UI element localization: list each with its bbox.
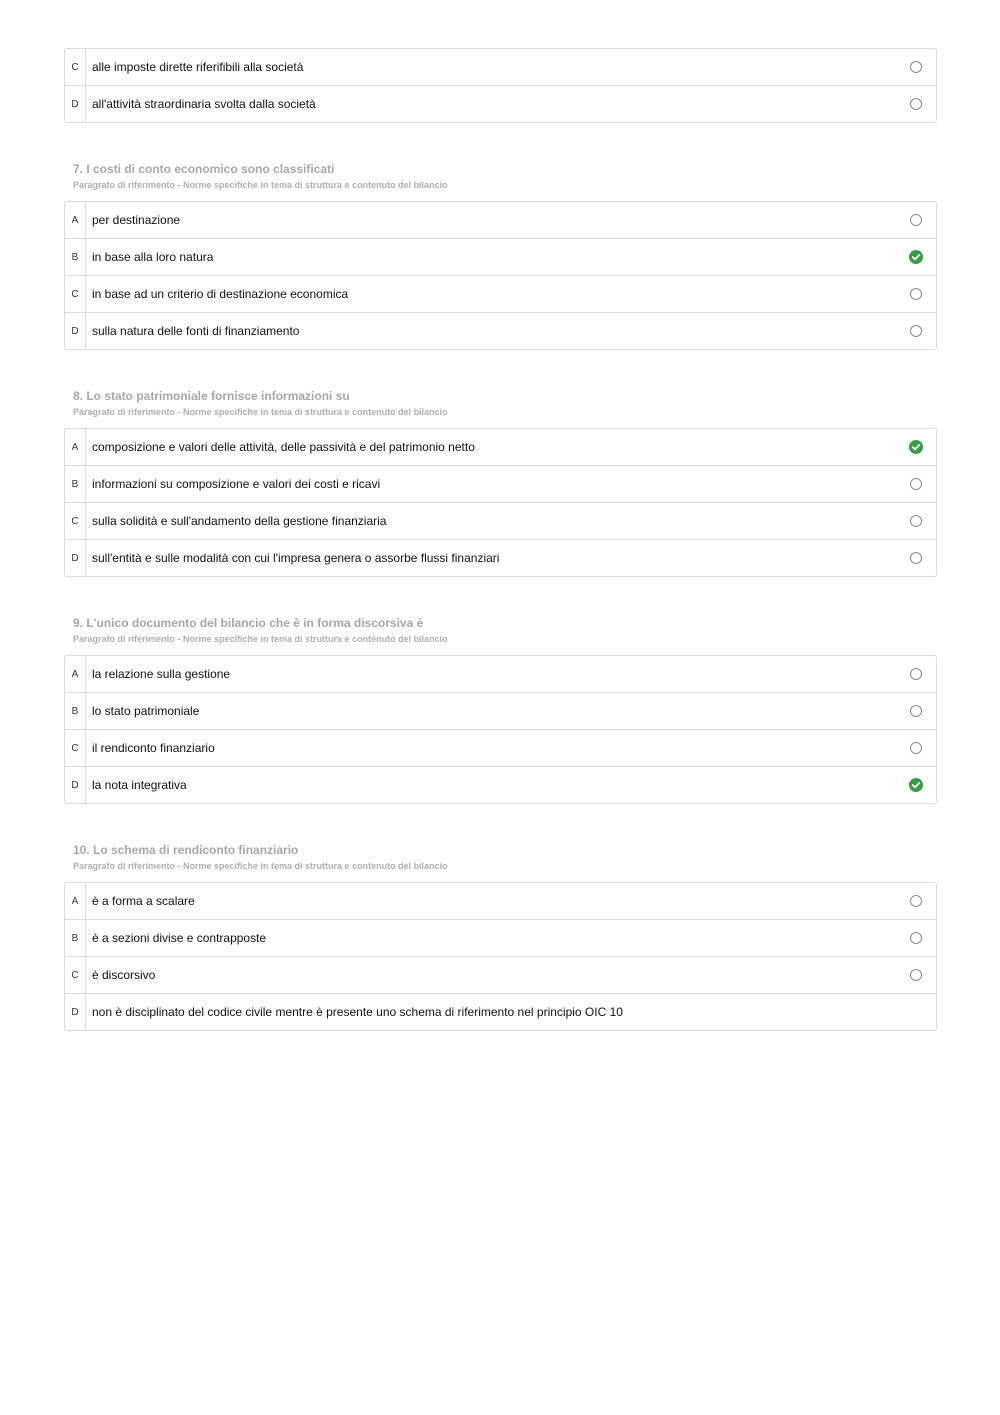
- radio-icon[interactable]: [910, 705, 922, 717]
- quiz-page: [64, 48, 937, 1031]
- answer-option-d[interactable]: [65, 312, 936, 349]
- radio-mark: [896, 895, 936, 907]
- radio-icon[interactable]: [910, 932, 922, 944]
- option-letter: A: [65, 202, 86, 238]
- option-letter: C: [65, 276, 86, 312]
- check-mark: [896, 440, 936, 454]
- radio-mark: [896, 61, 936, 73]
- radio-icon[interactable]: [910, 325, 922, 337]
- answer-option-c[interactable]: [65, 275, 936, 312]
- answer-options: [64, 201, 937, 350]
- radio-mark: [896, 288, 936, 300]
- option-text: la nota integrativa: [92, 778, 187, 792]
- option-letter: B: [65, 693, 86, 729]
- option-text: non è disciplinato del codice civile mentre è presente uno schema di riferimento nel principio OIC 10: [92, 1005, 623, 1019]
- option-text: per destinazione: [92, 213, 181, 227]
- answer-options: [64, 48, 937, 123]
- radio-mark: [896, 98, 936, 110]
- radio-icon[interactable]: [910, 668, 922, 680]
- question-header: [64, 388, 937, 418]
- radio-icon[interactable]: [910, 61, 922, 73]
- check-mark: [896, 778, 936, 792]
- option-letter: D: [65, 994, 86, 1030]
- radio-mark: [896, 214, 936, 226]
- question-reference: Paragrafo di riferimento - Norme specifiche in tema di struttura e contenuto del bilancio: [73, 634, 448, 644]
- option-text: alle imposte dirette riferifibili alla società: [92, 60, 304, 74]
- option-letter: C: [65, 503, 86, 539]
- option-letter: D: [65, 767, 86, 803]
- correct-check-icon: [909, 440, 923, 454]
- question-header: [64, 161, 937, 191]
- answer-option-b[interactable]: [65, 465, 936, 502]
- option-text: è a forma a scalare: [92, 894, 195, 908]
- question-title: 9. L'unico documento del bilancio che è in forma discorsiva è: [73, 616, 424, 630]
- radio-mark: [896, 552, 936, 564]
- option-text: è a sezioni divise e contrapposte: [92, 931, 267, 945]
- question-block: [64, 161, 937, 350]
- option-text: lo stato patrimoniale: [92, 704, 200, 718]
- question-header: [64, 615, 937, 645]
- correct-check-icon: [909, 250, 923, 264]
- correct-check-icon: [909, 778, 923, 792]
- answer-option-c[interactable]: [65, 49, 936, 85]
- radio-mark: [896, 515, 936, 527]
- option-letter: C: [65, 49, 86, 85]
- radio-mark: [896, 478, 936, 490]
- answer-option-c[interactable]: [65, 729, 936, 766]
- option-letter: A: [65, 429, 86, 465]
- question-title: 8. Lo stato patrimoniale fornisce informazioni su: [73, 389, 350, 403]
- option-letter: D: [65, 540, 86, 576]
- radio-mark: [896, 742, 936, 754]
- radio-icon[interactable]: [910, 478, 922, 490]
- answer-option-d[interactable]: [65, 539, 936, 576]
- option-text: informazioni su composizione e valori dei costi e ricavi: [92, 477, 381, 491]
- question-reference: Paragrafo di riferimento - Norme specifiche in tema di struttura e contenuto del bilancio: [73, 407, 448, 417]
- answer-options: [64, 882, 937, 1031]
- option-letter: B: [65, 239, 86, 275]
- radio-mark: [896, 969, 936, 981]
- option-letter: A: [65, 883, 86, 919]
- check-mark: [896, 250, 936, 264]
- answer-option-a[interactable]: [65, 656, 936, 692]
- option-text: in base alla loro natura: [92, 250, 214, 264]
- answer-options: [64, 655, 937, 804]
- question-block: [64, 388, 937, 577]
- radio-icon[interactable]: [910, 288, 922, 300]
- option-letter: C: [65, 957, 86, 993]
- option-letter: A: [65, 656, 86, 692]
- question-block: [64, 842, 937, 1031]
- question-header: [64, 842, 937, 872]
- option-text: la relazione sulla gestione: [92, 667, 231, 681]
- option-letter: D: [65, 313, 86, 349]
- answer-option-c[interactable]: [65, 956, 936, 993]
- option-letter: B: [65, 466, 86, 502]
- radio-mark: [896, 705, 936, 717]
- option-text: è discorsivo: [92, 968, 156, 982]
- radio-icon[interactable]: [910, 214, 922, 226]
- question-title: 7. I costi di conto economico sono classificati: [73, 162, 335, 176]
- answer-option-d[interactable]: [65, 993, 936, 1030]
- question-block: [64, 48, 937, 123]
- option-text: all'attività straordinaria svolta dalla società: [92, 97, 316, 111]
- answer-option-b[interactable]: [65, 692, 936, 729]
- answer-option-d[interactable]: [65, 85, 936, 122]
- answer-option-a[interactable]: [65, 202, 936, 238]
- question-reference: Paragrafo di riferimento - Norme specifiche in tema di struttura e contenuto del bilancio: [73, 180, 448, 190]
- radio-icon[interactable]: [910, 969, 922, 981]
- question-block: [64, 615, 937, 804]
- answer-option-a[interactable]: [65, 883, 936, 919]
- option-text: sulla natura delle fonti di finanziamento: [92, 324, 300, 338]
- radio-mark: [896, 668, 936, 680]
- radio-mark: [896, 932, 936, 944]
- question-reference: Paragrafo di riferimento - Norme specifiche in tema di struttura e contenuto del bilancio: [73, 861, 448, 871]
- answer-option-b[interactable]: [65, 238, 936, 275]
- radio-icon[interactable]: [910, 98, 922, 110]
- question-title: 10. Lo schema di rendiconto finanziario: [73, 843, 299, 857]
- answer-option-d[interactable]: [65, 766, 936, 803]
- answer-option-c[interactable]: [65, 502, 936, 539]
- radio-icon[interactable]: [910, 515, 922, 527]
- option-text: composizione e valori delle attività, delle passività e del patrimonio netto: [92, 440, 475, 454]
- option-text: sull'entità e sulle modalità con cui l'impresa genera o assorbe flussi finanziari: [92, 551, 500, 565]
- option-letter: B: [65, 920, 86, 956]
- answer-option-b[interactable]: [65, 919, 936, 956]
- option-text: in base ad un criterio di destinazione economica: [92, 287, 349, 301]
- option-text: sulla solidità e sull'andamento della gestione finanziaria: [92, 514, 387, 528]
- option-letter: D: [65, 86, 86, 122]
- answer-options: [64, 428, 937, 577]
- option-letter: C: [65, 730, 86, 766]
- option-text: il rendiconto finanziario: [92, 741, 215, 755]
- radio-icon[interactable]: [910, 895, 922, 907]
- radio-mark: [896, 325, 936, 337]
- answer-option-a[interactable]: [65, 429, 936, 465]
- radio-icon[interactable]: [910, 552, 922, 564]
- radio-icon[interactable]: [910, 742, 922, 754]
